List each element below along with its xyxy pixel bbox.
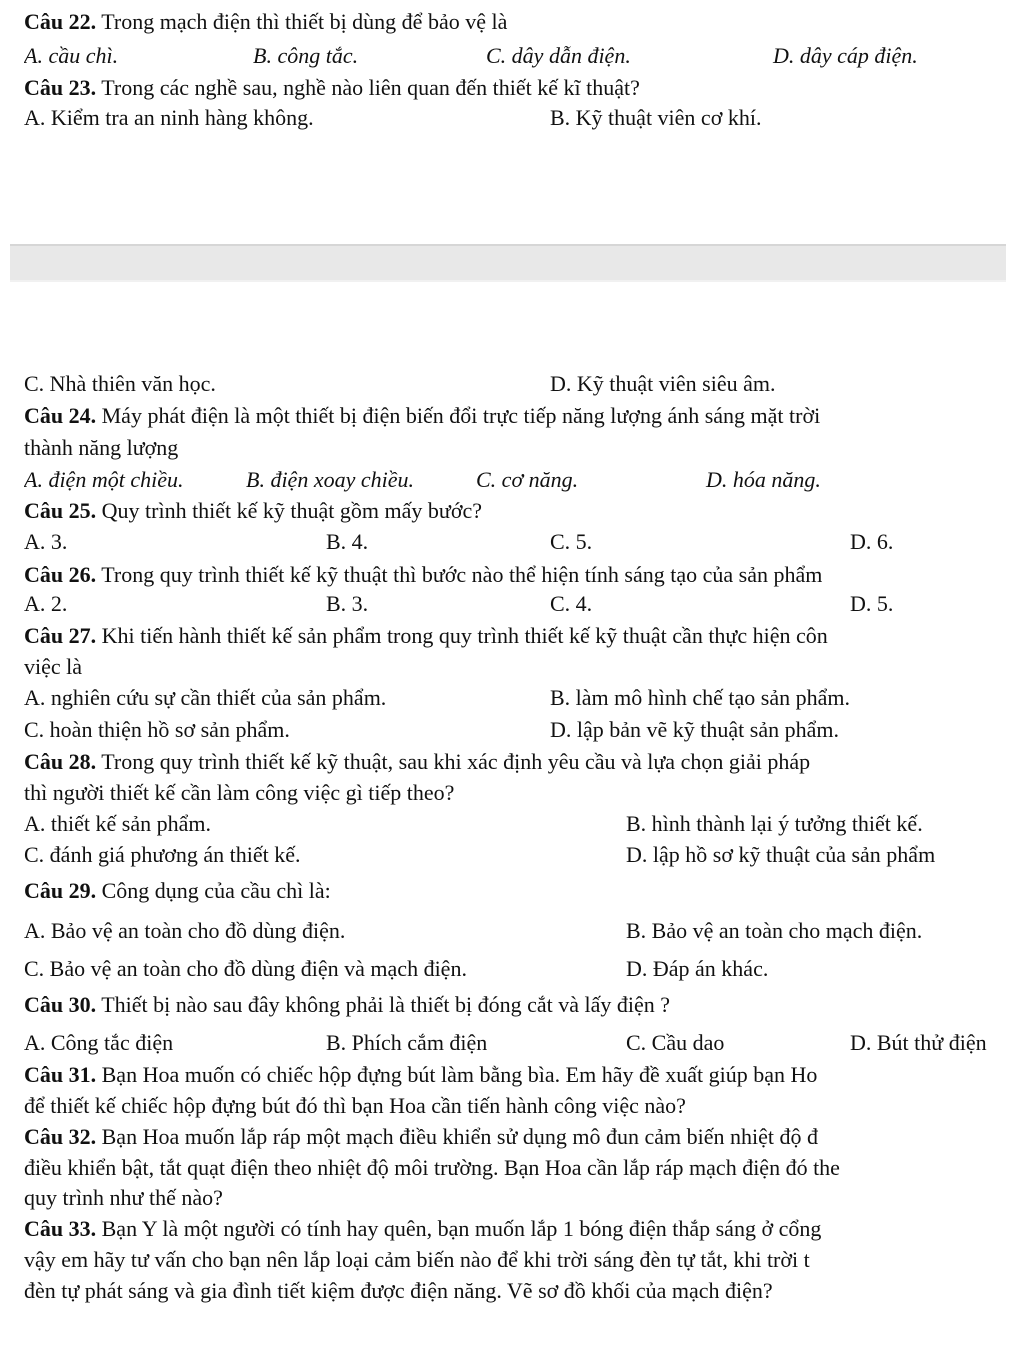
option-a: A. Kiểm tra an ninh hàng không. [24,105,314,130]
question-text-cont: thì người thiết kế cần làm công việc gì tiếp theo? [24,780,455,805]
question-text: Trong quy trình thiết kế kỹ thuật thì bước nào thể hiện tính sáng tạo của sản phẩm [101,562,823,587]
question-23-options-ab [24,104,1024,134]
question-24 [24,402,1024,430]
option-c: C. Nhà thiên văn học. [24,371,216,396]
option-b: B. điện xoay chiều. [246,467,414,492]
question-text-cont: đèn tự phát sáng và gia đình tiết kiệm được điện năng. Vẽ sơ đồ khối của mạch điện? [24,1278,773,1303]
question-29-options-ab [24,917,1024,947]
question-23-options-cd [24,370,1024,400]
question-number: Câu 33. [24,1216,97,1241]
question-25-options [24,528,1024,558]
question-text-cont: điều khiển bật, tắt quạt điện theo nhiệt độ môi trường. Bạn Hoa cần lắp ráp mạch điện đó the [24,1155,840,1180]
option-d: D. dây cáp điện. [773,43,918,68]
question-text: Trong quy trình thiết kế kỹ thuật, sau khi xác định yêu cầu và lựa chọn giải pháp [101,749,811,774]
question-23 [24,74,1024,102]
question-29 [24,877,1024,905]
question-30 [24,991,1024,1019]
question-number: Câu 30. [24,992,97,1017]
question-number: Câu 27. [24,623,97,648]
question-25 [24,497,1024,525]
question-30-options [24,1029,1024,1059]
question-27-cont [24,653,1024,681]
option-c: C. hoàn thiện hồ sơ sản phẩm. [24,717,290,742]
option-b: B. Kỹ thuật viên cơ khí. [550,105,762,130]
question-text-cont: việc là [24,654,83,679]
option-c: C. 5. [550,529,593,554]
option-b: B. hình thành lại ý tưởng thiết kế. [626,811,923,836]
question-text: Bạn Hoa muốn có chiếc hộp đựng bút làm bằng bìa. Em hãy đề xuất giúp bạn Ho [101,1062,818,1087]
option-a: A. 2. [24,591,68,616]
question-number: Câu 28. [24,749,97,774]
question-28 [24,748,1024,776]
question-text-cont: vậy em hãy tư vấn cho bạn nên lắp loại cảm biến nào để khi trời sáng đèn tự tắt, khi trời t [24,1247,810,1272]
page-separator-band [10,244,1006,282]
option-b: B. 3. [326,591,369,616]
option-a: A. Bảo vệ an toàn cho đồ dùng điện. [24,918,346,943]
question-27-options-cd [24,716,1024,746]
question-33-cont-2 [24,1277,1024,1305]
question-27 [24,622,1024,650]
question-text: Bạn Y là một người có tính hay quên, bạn muốn lắp 1 bóng điện thắp sáng ở cổng [101,1216,822,1241]
option-d: D. Kỹ thuật viên siêu âm. [550,371,776,396]
option-c: C. dây dẫn điện. [486,43,631,68]
question-number: Câu 32. [24,1124,97,1149]
question-text: Trong mạch điện thì thiết bị dùng để bảo vệ là [101,9,508,34]
option-b: B. 4. [326,529,369,554]
option-c: C. Cầu dao [626,1030,725,1055]
question-26 [24,561,1024,589]
question-32-cont-2 [24,1184,1024,1212]
option-c: C. 4. [550,591,593,616]
option-d: D. Bút thử điện [850,1030,987,1055]
question-29-options-cd [24,955,1024,985]
option-c: C. đánh giá phương án thiết kế. [24,842,301,867]
question-33 [24,1215,1024,1243]
question-32 [24,1123,1024,1151]
question-32-cont-1 [24,1154,1024,1182]
option-b: B. công tắc. [253,43,359,68]
option-b: B. Bảo vệ an toàn cho mạch điện. [626,918,923,943]
question-31 [24,1061,1024,1089]
question-text: Công dụng của cầu chì là: [101,878,331,903]
question-number: Câu 22. [24,9,97,34]
option-a: A. nghiên cứu sự cần thiết của sản phẩm. [24,685,387,710]
page-bottom-margin [0,1320,1024,1364]
option-d: D. hóa năng. [706,467,821,492]
question-number: Câu 31. [24,1062,97,1087]
question-24-options [24,466,1024,496]
question-31-cont [24,1092,1024,1120]
question-text: Máy phát điện là một thiết bị điện biến đổi trực tiếp năng lượng ánh sáng mặt trời [101,403,821,428]
question-22-options [24,42,1024,72]
option-c: C. cơ năng. [476,467,579,492]
option-a: A. cầu chì. [24,43,119,68]
question-text-cont: quy trình như thế nào? [24,1185,223,1210]
option-b: B. Phích cắm điện [326,1030,488,1055]
option-a: A. Công tắc điện [24,1030,174,1055]
option-c: C. Bảo vệ an toàn cho đồ dùng điện và mạch điện. [24,956,467,981]
question-number: Câu 24. [24,403,97,428]
question-number: Câu 26. [24,562,97,587]
question-text: Trong các nghề sau, nghề nào liên quan đến thiết kế kĩ thuật? [101,75,640,100]
option-d: D. Đáp án khác. [626,956,769,981]
option-a: A. thiết kế sản phẩm. [24,811,211,836]
question-27-options-ab [24,684,1024,714]
question-text-cont: để thiết kế chiếc hộp đựng bút đó thì bạn Hoa cần tiến hành công việc nào? [24,1093,686,1118]
question-text: Bạn Hoa muốn lắp ráp một mạch điều khiển sử dụng mô đun cảm biến nhiệt độ đ [101,1124,819,1149]
question-number: Câu 23. [24,75,97,100]
question-28-options-cd [24,841,1024,871]
question-text: Thiết bị nào sau đây không phải là thiết bị đóng cắt và lấy điện ? [101,992,671,1017]
question-33-cont-1 [24,1246,1024,1274]
question-26-options [24,590,1024,620]
question-text: Quy trình thiết kế kỹ thuật gồm mấy bước? [101,498,482,523]
question-28-options-ab [24,810,1024,840]
question-22 [24,8,1024,36]
question-number: Câu 29. [24,878,97,903]
option-d: D. 5. [850,591,894,616]
question-28-cont [24,779,1024,807]
page-break-gap [0,142,1024,360]
option-a: A. điện một chiều. [24,467,184,492]
question-24-cont [24,434,1024,462]
option-d: D. lập bản vẽ kỹ thuật sản phẩm. [550,717,839,742]
option-a: A. 3. [24,529,68,554]
question-text: Khi tiến hành thiết kế sản phẩm trong quy trình thiết kế kỹ thuật cần thực hiện côn [101,623,828,648]
option-d: D. lập hồ sơ kỹ thuật của sản phẩm [626,842,936,867]
question-number: Câu 25. [24,498,97,523]
option-b: B. làm mô hình chế tạo sản phẩm. [550,685,850,710]
option-d: D. 6. [850,529,894,554]
question-text-cont: thành năng lượng [24,435,179,460]
